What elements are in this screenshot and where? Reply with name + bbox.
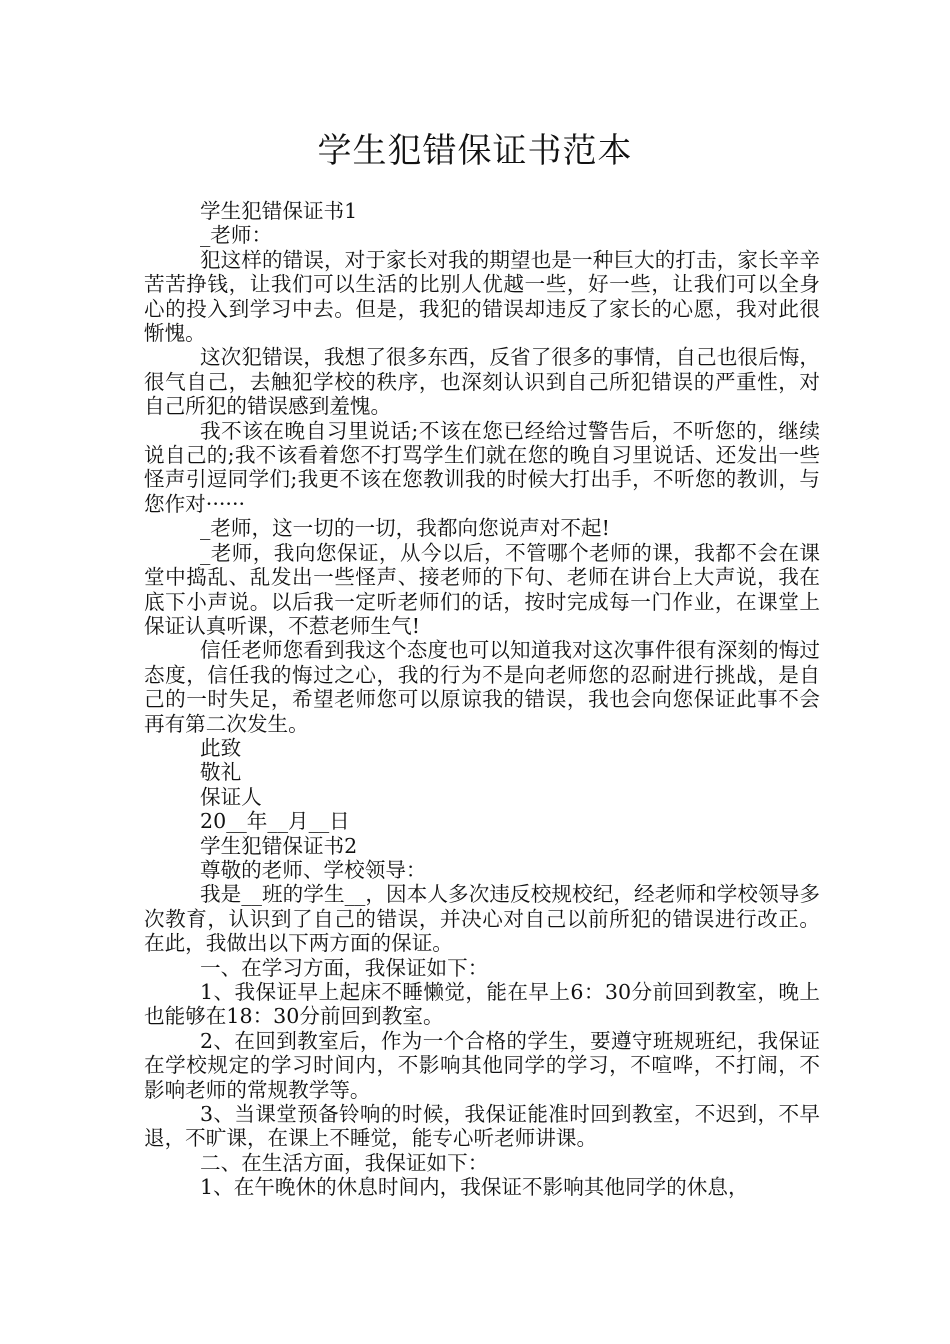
paragraph: 信任老师您看到我这个态度也可以知道我对这次事件很有深刻的悔过态度，信任我的悔过之心，我的行为不是向老师您的忍耐进行挑战，是自己的一时失足，希望老师您可以原谅我的错误，我也会向您保证此事不会再有第二次发生。 <box>144 638 820 736</box>
subheading: 一、在学习方面，我保证如下： <box>200 955 489 980</box>
closing-line: 此致 <box>200 735 242 760</box>
closing-line: 敬礼 <box>200 760 242 785</box>
subheading: 二、在生活方面，我保证如下： <box>200 1150 489 1175</box>
paragraph: 我是__班的学生__，因本人多次违反校规校纪，经老师和学校领导多次教育，认识到了自己的错误，并决心对自己以前所犯的错误进行改正。在此，我做出以下两方面的保证。 <box>144 882 820 956</box>
paragraph: 这次犯错误，我想了很多东西，反省了很多的事情，自己也很后悔，很气自己，去触犯学校的秩序，也深刻认识到自己所犯错误的严重性，对自己所犯的错误感到羞愧。 <box>144 345 820 419</box>
paragraph: 犯这样的错误，对于家长对我的期望也是一种巨大的打击，家长辛辛苦苦挣钱，让我们可以生活的比别人优越一些，好一些，让我们可以全身心的投入到学习中去。但是，我犯的错误却违反了家长的心愿，我对此很惭愧。 <box>144 247 820 346</box>
paragraph: _老师，这一切的一切，我都向您说声对不起! <box>200 516 610 541</box>
document-body <box>144 199 820 1200</box>
paragraph: _老师，我向您保证，从今以后，不管哪个老师的课，我都不会在课堂中捣乱、乱发出一些怪声、接老师的下句、老师在讲台上大声说，我在底下小声说。以后我一定听老师们的话，按时完成每一门作业，在课堂上保证认真听课，不惹老师生气! <box>144 540 820 638</box>
signature-line: 保证人 <box>200 784 262 809</box>
date-line: 20__年__月__日 <box>200 809 350 834</box>
section-heading-2: 学生犯错保证书2 <box>200 833 358 858</box>
salutation: _老师： <box>200 223 273 248</box>
list-item: 2、在回到教室后，作为一个合格的学生，要遵守班规班纪，我保证在学校规定的学习时间内，不影响其他同学的学习，不喧哗，不打闹，不影响老师的常规教学等。 <box>144 1028 820 1102</box>
section-heading-1: 学生犯错保证书1 <box>200 199 358 223</box>
document-title: 学生犯错保证书范本 <box>317 131 633 171</box>
salutation: 尊敬的老师、学校领导： <box>200 857 427 882</box>
paragraph: 我不该在晚自习里说话;不该在您已经给过警告后，不听您的，继续说自己的;我不该看着您不打骂学生们就在您的晚自习里说话、还发出一些怪声引逗同学们;我更不该在您教训我的时候大打出手，不听您的教训，与您作对······ <box>144 418 820 516</box>
list-item: 1、我保证早上起床不睡懒觉，能在早上6：30分前回到教室，晚上也能够在18：30分前回到教室。 <box>144 980 820 1029</box>
list-item: 1、在午晚休的休息时间内，我保证不影响其他同学的休息， <box>200 1175 749 1200</box>
list-item: 3、当课堂预备铃响的时候，我保证能准时回到教室，不迟到，不早退，不旷课，在课上不睡觉，能专心听老师讲课。 <box>144 1102 820 1151</box>
